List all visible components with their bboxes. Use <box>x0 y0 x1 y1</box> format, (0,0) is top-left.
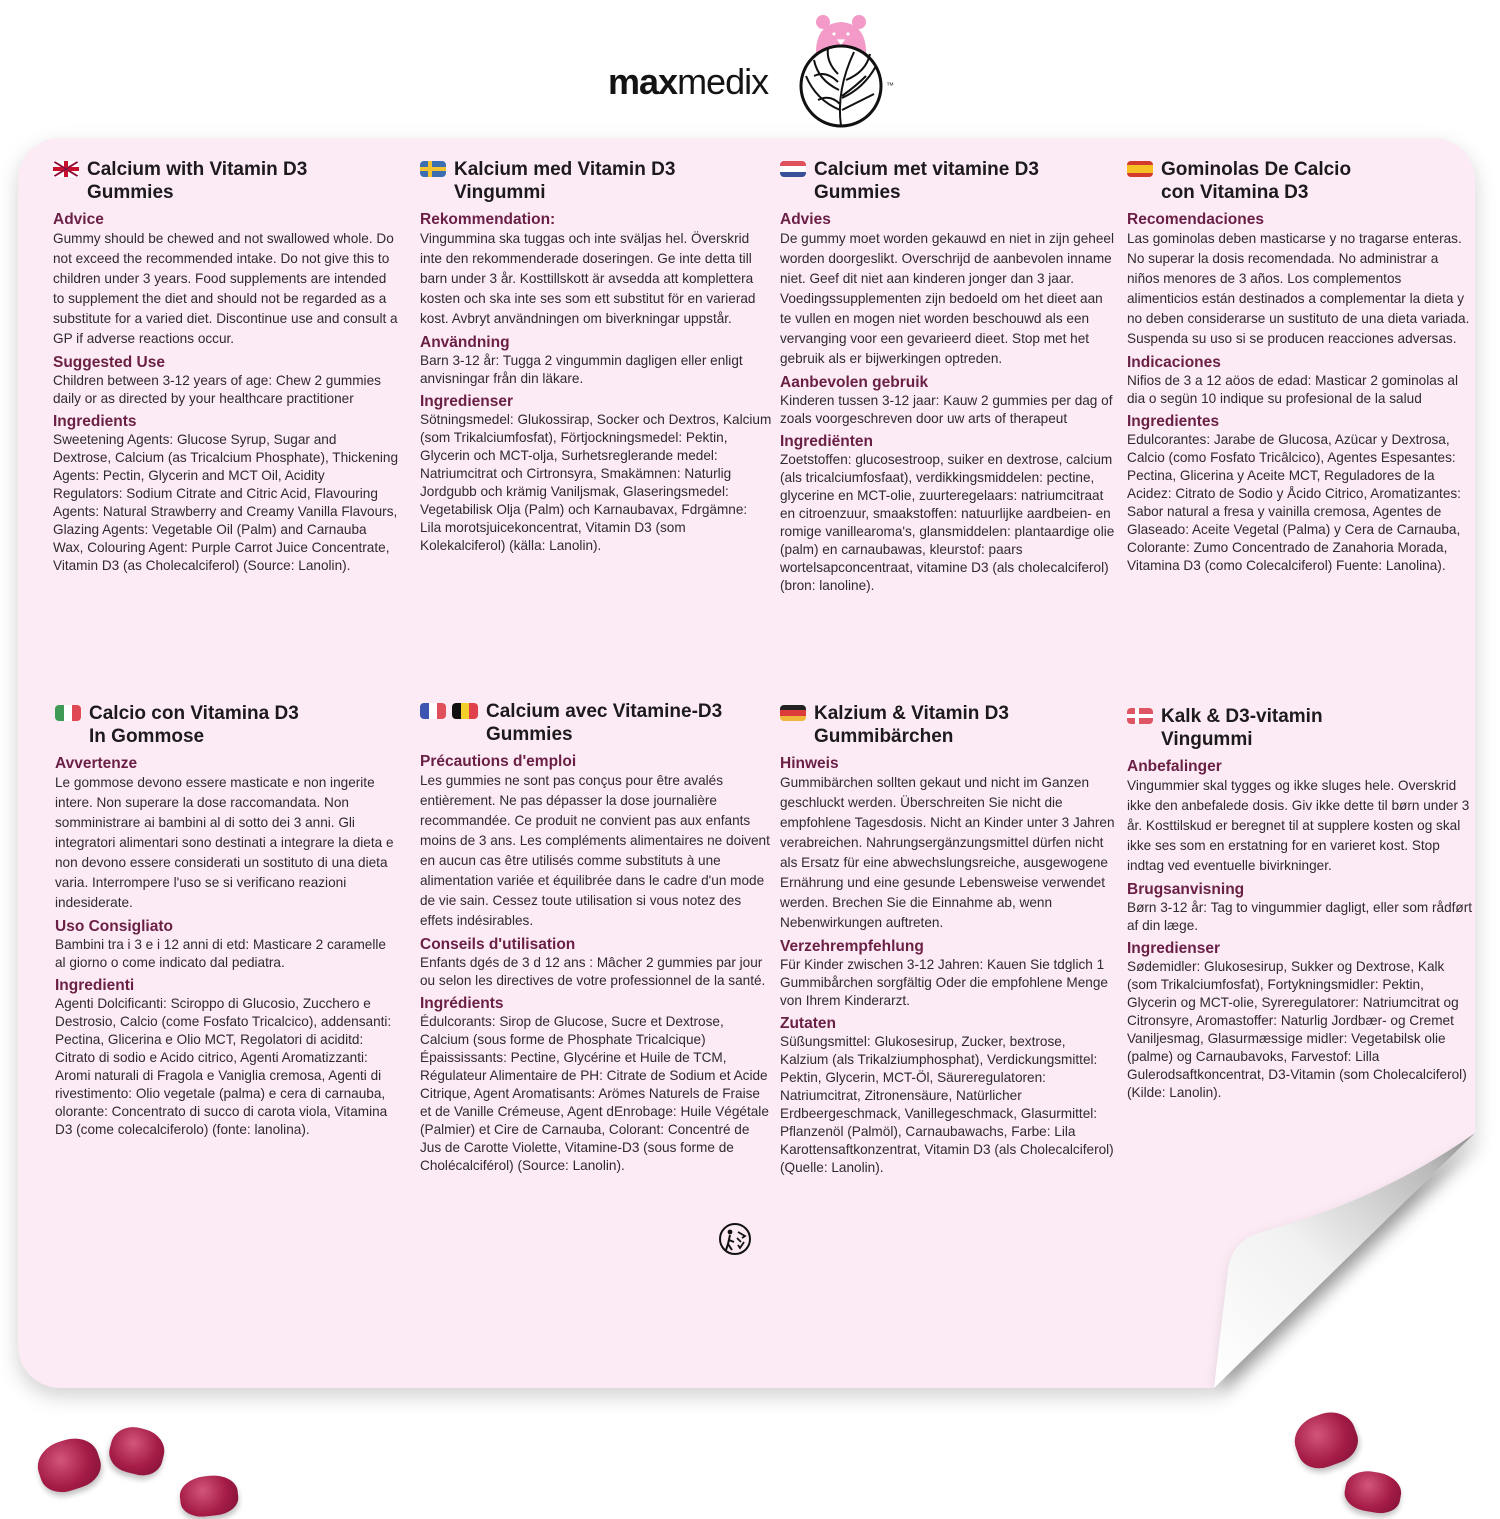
section-heading: Zutaten <box>780 1015 836 1032</box>
section-body-text: Le gommose devono essere masticate e non ingerite intere. Non superare la dose raccomandata. Non somministrare ai bambini al di sotto dei 3 anni. Gli integratori alimentari sono destinati a integrare la dieta e non devono essere considerati un sostituto di una dieta varia. Interrompere l'uso se si verificano reazioni indesiderate. <box>55 775 394 910</box>
section-body-text: Edulcorantes: Jarabe de Glucosa, Azücar y Dextrosa, Calcio (como Fosfato Tricâlcico), Agentes Espesantes: Pectina, Glicerina y Aceite MCT, Reguladores de la Acidez: Citrato de Sodio y Åcido Citrico, Aromatizantes: Sabor natural a fresa y vainilla cremosa, Agentes de Glaseado: Aceite Vegetal (Palma) y Cera de Carnauba, Colorante: Zumo Concentrado de Zanahoria Morada, Vitamina D3 (como Colecalciferol) Fuente: Lanolina). <box>1127 432 1461 573</box>
gummy-candy <box>178 1473 240 1519</box>
language-section-en <box>53 158 398 575</box>
section-heading: Recomendaciones <box>1127 211 1264 228</box>
section-title <box>1161 705 1323 751</box>
brand-name-light: medix <box>677 61 769 102</box>
gummy-candy <box>1342 1467 1404 1516</box>
section-title-row <box>53 158 398 204</box>
language-section-fr <box>420 700 772 1175</box>
section-body-text: Gummy should be chewed and not swallowed whole. Do not exceed the recommended intake. Do not give this to children under 3 years. Food supplements are intended to supplement the diet and should not be regarded as a substitute for a varied diet. Discontinue use and consult a GP if adverse reactions occur. <box>53 231 398 346</box>
section-body-text: Børn 3-12 år: Tag to vingummier dagligt, eller som rådført af din læge. <box>1127 900 1473 933</box>
section-title-line: Kalcium med Vitamin D3 <box>454 159 676 180</box>
section-title-row <box>420 158 772 204</box>
section-title <box>454 158 675 204</box>
section-body-text: Kinderen tussen 3-12 jaar: Kauw 2 gummies per dag of zoals voorgeschreven door uw arts of therapeut <box>780 393 1113 426</box>
section-title-line: Calcio con Vitamina D3 <box>89 703 299 724</box>
section-body-text: Sødemidler: Glukosesirup, Sukker og Dextrose, Kalk (som Trikalciumfosfat), Fortykningsmidler: Pektin, Glycerin og MCT-olie, Syreregulatorer: Natriumcitrat og Citronsyre, Aromastoffer: Naturlig Jordbær- og Cremet Vaniljesmag, Glasurmæssige midler: Vegetabilsk olie (palme) og Carnaubavoks, Farvestof: Lilla Gulerodsaftkoncentrat, D3-Vitamin (som Cholecalciferol) (Kilde: Lanolin). <box>1127 959 1467 1100</box>
section-heading: Ingredienser <box>1127 940 1221 957</box>
section-heading: Ingrédients <box>420 995 504 1012</box>
flags <box>780 705 806 721</box>
section-title <box>814 158 1039 204</box>
section-body-text: Édulcorants: Sirop de Glucose, Sucre et Dextrose, Calcium (sous forme de Phosphate Tricalcique) Épaississants: Pectine, Glycérine et Huile de TCM, Régulateur Alimentaire de PH: Citrate de Sodium et Acide Citrique, Agent Aromatisants: Arömes Naturels de Fraise et de Vanille Crémeuse, Agent dEnrobage: Huile Végétale (Palmier) et Cire de Carnauba, Colorant: Concentré de Jus de Carotte Violette, Vitamine-D3 (sous forme de Cholécalciférol) (Source: Lanolin). <box>420 1014 769 1173</box>
gummy-candy <box>105 1422 169 1480</box>
section-heading: Advies <box>780 211 831 228</box>
brand-logo <box>600 5 910 130</box>
section-body-text: Süßungsmittel: Glukosesirup, Zucker, bextrose, Kalzium (als Trikalziumphosphat), Verdickungsmittel: Pektin, Glycerin, MCT-Öl, Säureregulatoren: Natriumcitrat, Zitronensäure, Natürlicher Erdbeergeschmack, Vanillegeschmack, Glasurmittel: Pflanzenöl (Palmöl), Carnaubawachs, Farbe: Lila Karottensaftkonzentrat, Vitamin D3 (als Cholecalciferol) (Quelle: Lanolin). <box>780 1034 1114 1175</box>
flags <box>53 161 79 177</box>
section-heading: Verzehrempfehlung <box>780 938 924 955</box>
section-body-text: Children between 3-12 years of age: Chew 2 gummies daily or as directed by your healthcare practitioner <box>53 373 381 406</box>
section-heading: Indicaciones <box>1127 354 1221 371</box>
trademark-symbol: ™ <box>886 81 894 90</box>
language-section-sv <box>420 158 772 555</box>
section-title-line: Vingummi <box>1161 729 1253 750</box>
language-section-de <box>780 702 1115 1177</box>
flag-it-icon <box>55 705 81 721</box>
section-heading: Hinweis <box>780 755 839 772</box>
section-title-line: Gummies <box>814 182 901 203</box>
section-body-text: Sweetening Agents: Glucose Syrup, Sugar and Dextrose, Calcium (as Tricalcium Phosphate), Thickening Agents: Pectin, Glycerin and MCT Oil, Acidity Regulators: Sodium Citrate and Citric Acid, Flavouring Agents: Natural Strawberry and Creamy Vanilla Flavours, Glazing Agents: Vegetable Oil (Palm) and Carnauba Wax, Colouring Agent: Purple Carrot Juice Concentrate, Vitamin D3 (as Cholecalciferol) (Source: Lanolin). <box>53 432 399 573</box>
section-title-row <box>1127 705 1472 751</box>
section-body-text: Las gominolas deben masticarse y no tragarse enteras. No superar la dosis recomendada. No administrar a niños menores de 3 años. Los complementos alimenticios están destinados a complementar la dieta y no deben considerarse un sustituto de una dieta variada. Suspenda su uso si se producen reacciones adversas. <box>1127 231 1470 346</box>
section-title-line: con Vitamina D3 <box>1161 182 1309 203</box>
language-section-da <box>1127 705 1472 1102</box>
section-heading: Ingrediënten <box>780 433 874 450</box>
section-heading: Advice <box>53 211 104 228</box>
section-body-text: Vingummier skal tygges og ikke sluges hele. Overskrid ikke den anbefalede dosis. Giv ikke dette til børn under 3 år. Kosttilskud er beregnet til at supplere kosten og skal ikke ses som en erstatning for en varieret kost. Stop indtag ved eventuelle bivirkninger. <box>1127 778 1470 873</box>
section-title-line: Gummies <box>87 182 174 203</box>
section-heading: Ingredientes <box>1127 413 1220 430</box>
section-body-text: Zoetstoffen: glucosestroop, suiker en dextrose, calcium (als tricalciumfosfaat), verdikkingsmiddelen: pectine, glycerine en MCT-olie, zuurteregelaars: natriumcitraat en citroenzuur, smaakstoffen: natuurlijke aardbeien- en romige vanillearoma's, glansmiddelen: plantaardige olie (palm) en carnaubawas, kleurstof: paars wortelsapconcentraat, vitamine D3 (als cholecalciferol) (bron: lanoline). <box>780 452 1115 593</box>
section-body-text: Barn 3-12 år: Tugga 2 vingummin dagligen eller enligt anvisningar från din läkare. <box>420 353 743 386</box>
flag-nl-icon <box>780 161 806 177</box>
section-title <box>87 158 307 204</box>
bear-leaf-emblem-icon <box>796 10 886 130</box>
section-body-text: Nifios de 3 a 12 aöos de edad: Masticar 2 gominolas al dia o segün 10 indique su profesional de la salud <box>1127 373 1458 406</box>
flag-fr-icon <box>420 703 446 719</box>
language-section-nl <box>780 158 1115 595</box>
section-title-line: Calcium avec Vitamine-D3 <box>486 701 723 722</box>
triman-recycling-icon <box>718 1222 752 1256</box>
section-title <box>89 702 299 748</box>
section-body-text: Für Kinder zwischen 3-12 Jahren: Kauen Sie tdglich 1 Gummibårchen sorgfältig Oder die empfohlene Menge von Ihrem Kinderarzt. <box>780 957 1108 1008</box>
section-body-text: Agenti Dolcificanti: Sciroppo di Glucosio, Zucchero e Destrosio, Calcio (come Fosfato Tricalcico), addensanti: Pectina, Glicerina e Olio MCT, Regolatori di aciditd: Citrato di sodio e Acido citrico, Agenti Aromatizzanti: Aromi naturali di Fragola e Vaniglia cremosa, Agenti di rivestimento: Olio vegetale (palma) e cera di carnauba, olorante: Concentrato di succo di carota viola, Vitamina D3 (come colecalciferolo) (fonte: lanolina). <box>55 996 392 1137</box>
section-heading: Användning <box>420 334 510 351</box>
section-heading: Aanbevolen gebruik <box>780 374 929 391</box>
section-title <box>1161 158 1351 204</box>
section-heading: Précautions d'emploi <box>420 753 577 770</box>
section-title-row <box>780 702 1115 748</box>
section-heading: Anbefalinger <box>1127 758 1222 775</box>
gummy-candy <box>32 1432 106 1499</box>
section-title-line: Vingummi <box>454 182 546 203</box>
leaf-circle-icon <box>801 46 881 126</box>
section-body-text: Les gummies ne sont pas conçus pour être avalés entièrement. Ne pas dépasser la dose journalière recommandée. Ce produit ne convient pas aux enfants moins de 3 ans. Les compléments alimentaires ne doivent en aucun cas être utilisés comme substituts à une alimentation variée et équilibrée dans le cadre d'un mode de vie sain. Cessez toute utilisation si vous notez des effets indésirables. <box>420 773 770 928</box>
section-heading: Brugsanvisning <box>1127 881 1245 898</box>
section-title-line: Gummies <box>486 724 573 745</box>
flag-dk-icon <box>1127 708 1153 724</box>
language-section-it <box>55 702 400 1139</box>
section-title <box>814 702 1009 748</box>
section-heading: Rekommendation: <box>420 211 556 228</box>
section-heading: Conseils d'utilisation <box>420 936 576 953</box>
section-title-row <box>420 700 772 746</box>
section-body-text: Bambini tra i 3 e i 12 anni di etd: Masticare 2 caramelle al giorno o come indicato dal pediatra. <box>55 937 386 970</box>
section-title-line: Calcium with Vitamin D3 <box>87 159 308 180</box>
brand-name-bold: max <box>608 61 678 102</box>
section-title-row <box>1127 158 1472 204</box>
flags <box>420 703 478 719</box>
section-heading: Suggested Use <box>53 354 165 371</box>
flag-de-icon <box>780 705 806 721</box>
flags <box>1127 161 1153 177</box>
flags <box>55 705 81 721</box>
flags <box>1127 708 1153 724</box>
flag-uk-icon <box>53 161 79 177</box>
section-title-line: Kalk & D3-vitamin <box>1161 706 1323 727</box>
section-title <box>486 700 722 746</box>
section-title-line: Gummibärchen <box>814 726 954 747</box>
section-title-line: Calcium met vitamine D3 <box>814 159 1039 180</box>
section-heading: Ingredienti <box>55 977 135 994</box>
section-heading: Ingredienser <box>420 393 514 410</box>
section-body-text: De gummy moet worden gekauwd en niet in zijn geheel worden doorgeslikt. Overschrijd de aanbevolen inname niet. Geef dit niet aan kinderen jonger dan 3 jaar. Voedingssupplementen zijn bedoeld om het dieet aan te vullen en mogen niet worden beschouwd als een vervanging voor een gevarieerd dieet. Stop met het gebruik als er bijwerkingen optreden. <box>780 231 1114 366</box>
section-heading: Ingredients <box>53 413 137 430</box>
section-title-row <box>780 158 1115 204</box>
flags <box>780 161 806 177</box>
gummy-candy <box>1288 1405 1364 1475</box>
flag-se-icon <box>420 161 446 177</box>
section-title-row <box>55 702 400 748</box>
section-body-text: Gummibärchen sollten gekaut und nicht im Ganzen geschluckt werden. Überschreiten Sie nicht die empfohlene Tagesdosis. Nicht an Kinder unter 3 Jahren verabreichen. Nahrungsergänzungsmittel dürfen nicht als Ersatz für eine abwechslungsreiche, ausgewogene Ernährung und eine gesunde Lebensweise verwendet werden. Brechen Sie die Einnahme ab, wenn Nebenwirkungen auftreten. <box>780 775 1115 930</box>
flag-be-icon <box>452 703 478 719</box>
section-body-text: Vingummina ska tuggas och inte sväljas hel. Överskrid inte den rekommenderade doseringen. Ge inte detta till barn under 3 år. Kosttillskott är avsedda att komplettera kosten och ska inte ses som ett substitut för en varierad kost. Avbryt användningen om biverkningar uppstår. <box>420 231 756 326</box>
language-section-es <box>1127 158 1472 575</box>
section-heading: Avvertenze <box>55 755 138 772</box>
section-title-line: Gominolas De Calcio <box>1161 159 1352 180</box>
section-heading: Uso Consigliato <box>55 918 173 935</box>
section-body-text: Sötningsmedel: Glukossirap, Socker och Dextros, Kalcium (som Trikalciumfosfat), Förtjockningsmedel: Pektin, Glycerin och MCT-olja, Surhetsreglerande medel: Natriumcitrat och Cirtronsyra, Smakämnen: Naturlig Jordgubb och krämig Vaniljsmak, Glaseringsmedel: Vegetabilisk Olja (Palm) och Karnaubavax, Fdrgämne: Lila morotsjuicekoncentrat, Vitamin D3 (som Kolekalciferol) (källa: Lanolin). <box>420 412 772 553</box>
section-title-line: Kalzium & Vitamin D3 <box>814 703 1009 724</box>
flags <box>420 161 446 177</box>
section-body-text: Enfants dgés de 3 d 12 ans : Mâcher 2 gummies par jour ou selon les directives de votre professionnel de la santé. <box>420 955 766 988</box>
flag-es-icon <box>1127 161 1153 177</box>
section-title-line: In Gommose <box>89 726 205 747</box>
brand-wordmark <box>608 61 768 103</box>
